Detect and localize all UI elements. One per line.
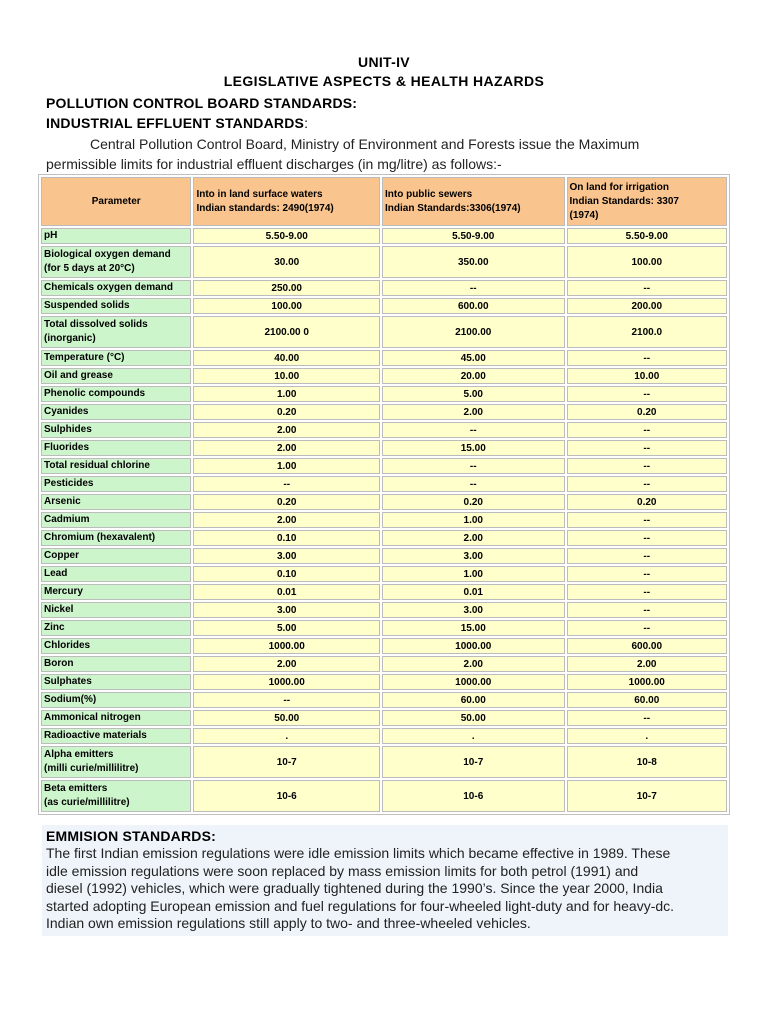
value-cell: -- (567, 280, 727, 296)
section-heading-effluent-standards (46, 115, 308, 131)
parameter-name: Phenolic compounds (44, 388, 146, 399)
value-cell: -- (567, 458, 727, 474)
parameter-name: Lead (44, 568, 68, 579)
table-header-row (41, 177, 727, 226)
value-cell: 600.00 (567, 638, 727, 654)
value-cell: 200.00 (567, 298, 727, 314)
value-cell: 2.00 (193, 422, 380, 438)
value-cell: 5.50-9.00 (382, 228, 565, 244)
value-cell: 3.00 (193, 548, 380, 564)
value-cell: 3.00 (382, 602, 565, 618)
value-cell: 10.00 (567, 368, 727, 384)
parameter-cell (41, 584, 191, 600)
value-cell: -- (567, 602, 727, 618)
parameter-cell (41, 780, 191, 812)
parameter-cell (41, 530, 191, 546)
table-body (41, 228, 727, 812)
column-header-1 (193, 177, 380, 226)
table-row (41, 656, 727, 672)
page-title: LEGISLATIVE ASPECTS & HEALTH HAZARDS (223, 73, 545, 89)
value-cell: 1000.00 (193, 674, 380, 690)
value-cell: 40.00 (193, 350, 380, 366)
value-cell: -- (567, 584, 727, 600)
table-row (41, 440, 727, 456)
parameter-cell (41, 674, 191, 690)
parameter-cell (41, 458, 191, 474)
table-row (41, 692, 727, 708)
value-cell: 10-6 (382, 780, 565, 812)
value-cell: 3.00 (382, 548, 565, 564)
parameter-cell (41, 368, 191, 384)
column-header-line: (1974) (569, 209, 599, 221)
value-cell: 2.00 (382, 404, 565, 420)
value-cell: 2100.00 (382, 316, 565, 348)
parameter-name: Copper (44, 550, 79, 561)
parameter-cell (41, 246, 191, 278)
value-cell: 50.00 (193, 710, 380, 726)
table-row (41, 548, 727, 564)
value-cell: -- (567, 440, 727, 456)
value-cell: -- (382, 422, 565, 438)
table-row (41, 512, 727, 528)
parameter-cell (41, 692, 191, 708)
column-header-line: Indian standards: 2490(1974) (196, 202, 334, 214)
effluent-standards-table-wrapper (38, 174, 730, 815)
parameter-cell (41, 316, 191, 348)
table-row (41, 620, 727, 636)
emission-standards-section (42, 825, 728, 936)
parameter-cell (41, 280, 191, 296)
value-cell: 600.00 (382, 298, 565, 314)
parameter-cell (41, 494, 191, 510)
value-cell: 45.00 (382, 350, 565, 366)
parameter-name: Chromium (hexavalent) (44, 532, 156, 543)
column-header-line: Parameter (91, 195, 141, 207)
parameter-cell (41, 548, 191, 564)
value-cell: -- (193, 692, 380, 708)
table-row (41, 674, 727, 690)
effluent-heading-colon: : (304, 115, 309, 131)
parameter-name: Fluorides (44, 442, 90, 453)
value-cell: 15.00 (382, 440, 565, 456)
emission-standards-paragraph (46, 845, 724, 933)
intro-line-1: Central Pollution Control Board, Ministry of Environment and Forests issue the Maximum (90, 136, 640, 152)
value-cell: 0.20 (382, 494, 565, 510)
parameter-cell (41, 386, 191, 402)
parameter-name: (inorganic) (44, 333, 96, 344)
emission-text-line: idle emission regulations were soon replaced by mass emission limits for both petrol (1991) and (46, 862, 639, 879)
column-header-line: Indian Standards:3306(1974) (384, 202, 521, 214)
table-row (41, 316, 727, 348)
parameter-name: Sulphates (44, 676, 92, 687)
table-row (41, 728, 727, 744)
value-cell: 100.00 (193, 298, 380, 314)
value-cell: 0.10 (193, 530, 380, 546)
emission-text-line: started adopting European emission and fuel regulations for four-wheeled light-duty and for heavy-dc. (46, 897, 675, 914)
value-cell: 0.20 (567, 494, 727, 510)
emission-text-line: diesel (1992) vehicles, which were gradually tightened during the 1990’s. Since the year 2000, India (46, 880, 663, 896)
value-cell: . (382, 728, 565, 744)
parameter-name: Ammonical nitrogen (44, 712, 141, 723)
value-cell: 2100.00 0 (193, 316, 380, 348)
parameter-name: Boron (44, 658, 74, 669)
parameter-cell (41, 350, 191, 366)
value-cell: 2.00 (382, 656, 565, 672)
value-cell: 250.00 (193, 280, 380, 296)
parameter-cell (41, 512, 191, 528)
value-cell: . (567, 728, 727, 744)
parameter-name: Total residual chlorine (44, 460, 150, 471)
value-cell: 5.50-9.00 (193, 228, 380, 244)
table-row (41, 530, 727, 546)
value-cell: 1.00 (193, 458, 380, 474)
value-cell: 60.00 (382, 692, 565, 708)
parameter-name: (for 5 days at 20°C) (44, 263, 135, 274)
value-cell: 10-7 (382, 746, 565, 778)
parameter-name: Total dissolved solids (44, 319, 148, 330)
value-cell: 3.00 (193, 602, 380, 618)
parameter-name: Cyanides (44, 406, 89, 417)
value-cell: 10.00 (193, 368, 380, 384)
parameter-name: (milli curie/millilitre) (44, 763, 139, 774)
effluent-heading-text: INDUSTRIAL EFFLUENT STANDARDS (46, 115, 305, 131)
table-row (41, 246, 727, 278)
value-cell: 5.00 (382, 386, 565, 402)
table-row (41, 638, 727, 654)
value-cell: -- (567, 476, 727, 492)
parameter-cell (41, 566, 191, 582)
value-cell: 1000.00 (382, 638, 565, 654)
parameter-name: Biological oxygen demand (44, 249, 171, 260)
emission-text-line: Indian own emission regulations still apply to two- and three-wheeled vehicles. (46, 915, 531, 931)
value-cell: -- (567, 620, 727, 636)
value-cell: 20.00 (382, 368, 565, 384)
parameter-name: Mercury (44, 586, 83, 597)
value-cell: 0.10 (193, 566, 380, 582)
value-cell: 1000.00 (193, 638, 380, 654)
section-heading-pcb-standards: POLLUTION CONTROL BOARD STANDARDS: (46, 95, 358, 111)
emission-standards-heading: EMMISION STANDARDS: (46, 828, 216, 844)
value-cell: -- (567, 386, 727, 402)
table-row (41, 386, 727, 402)
intro-line-2: permissible limits for industrial effluent discharges (in mg/litre) as follows:- (46, 156, 502, 172)
value-cell: -- (567, 566, 727, 582)
value-cell: 350.00 (382, 246, 565, 278)
parameter-cell (41, 710, 191, 726)
value-cell: 5.00 (193, 620, 380, 636)
value-cell: 0.20 (193, 404, 380, 420)
parameter-cell (41, 602, 191, 618)
value-cell: 2.00 (193, 512, 380, 528)
value-cell: 10-6 (193, 780, 380, 812)
parameter-name: (as curie/millilitre) (44, 797, 130, 808)
value-cell: 30.00 (193, 246, 380, 278)
parameter-name: Zinc (44, 622, 65, 633)
value-cell: 1000.00 (382, 674, 565, 690)
table-row (41, 566, 727, 582)
column-header-3 (567, 177, 727, 226)
parameter-name: Chemicals oxygen demand (44, 282, 173, 293)
column-header-line: On land for irrigation (569, 181, 669, 193)
parameter-name: Sodium(%) (44, 694, 97, 705)
value-cell: 0.20 (193, 494, 380, 510)
value-cell: 10-8 (567, 746, 727, 778)
value-cell: 10-7 (193, 746, 380, 778)
table-row (41, 458, 727, 474)
table-row (41, 476, 727, 492)
parameter-name: Pesticides (44, 478, 94, 489)
parameter-cell (41, 476, 191, 492)
value-cell: 10-7 (567, 780, 727, 812)
parameter-cell (41, 228, 191, 244)
value-cell: 2.00 (382, 530, 565, 546)
value-cell: 15.00 (382, 620, 565, 636)
value-cell: 50.00 (382, 710, 565, 726)
value-cell: -- (567, 422, 727, 438)
column-header-line: Into in land surface waters (196, 188, 323, 200)
parameter-cell (41, 728, 191, 744)
value-cell: -- (193, 476, 380, 492)
value-cell: 0.01 (193, 584, 380, 600)
value-cell: 2.00 (567, 656, 727, 672)
value-cell: -- (382, 476, 565, 492)
value-cell: 2100.0 (567, 316, 727, 348)
parameter-name: Sulphides (44, 424, 92, 435)
value-cell: . (193, 728, 380, 744)
value-cell: -- (382, 458, 565, 474)
table-row (41, 368, 727, 384)
value-cell: 2.00 (193, 440, 380, 456)
parameter-name: Nickel (44, 604, 74, 615)
value-cell: 100.00 (567, 246, 727, 278)
parameter-cell (41, 422, 191, 438)
column-header-line: Into public sewers (384, 188, 473, 200)
value-cell: -- (567, 512, 727, 528)
parameter-cell (41, 404, 191, 420)
table-row (41, 350, 727, 366)
parameter-name: Oil and grease (44, 370, 113, 381)
value-cell: -- (567, 710, 727, 726)
table-row (41, 228, 727, 244)
column-header-line: Indian Standards: 3307 (569, 195, 679, 207)
table-row (41, 298, 727, 314)
column-header-parameter (41, 177, 191, 226)
table-row (41, 404, 727, 420)
parameter-name: Chlorides (44, 640, 91, 651)
table-row (41, 280, 727, 296)
table-row (41, 602, 727, 618)
parameter-name: Radioactive materials (44, 730, 147, 741)
parameter-name: Arsenic (44, 496, 81, 507)
value-cell: -- (567, 350, 727, 366)
value-cell: 0.01 (382, 584, 565, 600)
parameter-name: Alpha emitters (44, 749, 114, 760)
parameter-cell (41, 620, 191, 636)
value-cell: 5.50-9.00 (567, 228, 727, 244)
value-cell: -- (567, 548, 727, 564)
intro-paragraph (46, 134, 726, 174)
value-cell: 1.00 (382, 512, 565, 528)
emission-text-line: The first Indian emission regulations were idle emission limits which became effective in 1989. These (46, 845, 671, 861)
table-row (41, 422, 727, 438)
table-row (41, 780, 727, 812)
value-cell: 0.20 (567, 404, 727, 420)
parameter-cell (41, 298, 191, 314)
value-cell: 60.00 (567, 692, 727, 708)
effluent-standards-table (39, 175, 729, 814)
value-cell: -- (567, 530, 727, 546)
value-cell: 2.00 (193, 656, 380, 672)
parameter-cell (41, 440, 191, 456)
value-cell: 1000.00 (567, 674, 727, 690)
value-cell: 1.00 (193, 386, 380, 402)
parameter-cell (41, 638, 191, 654)
table-row (41, 494, 727, 510)
parameter-name: pH (44, 230, 58, 241)
value-cell: -- (382, 280, 565, 296)
table-row (41, 584, 727, 600)
parameter-name: Cadmium (44, 514, 90, 525)
parameter-name: Temperature (°C) (44, 352, 125, 363)
parameter-name: Suspended solids (44, 300, 130, 311)
parameter-cell (41, 746, 191, 778)
column-header-2 (382, 177, 565, 226)
parameter-name: Beta emitters (44, 783, 108, 794)
table-row (41, 710, 727, 726)
value-cell: 1.00 (382, 566, 565, 582)
table-row (41, 746, 727, 778)
unit-title: UNIT-IV (358, 54, 410, 70)
parameter-cell (41, 656, 191, 672)
